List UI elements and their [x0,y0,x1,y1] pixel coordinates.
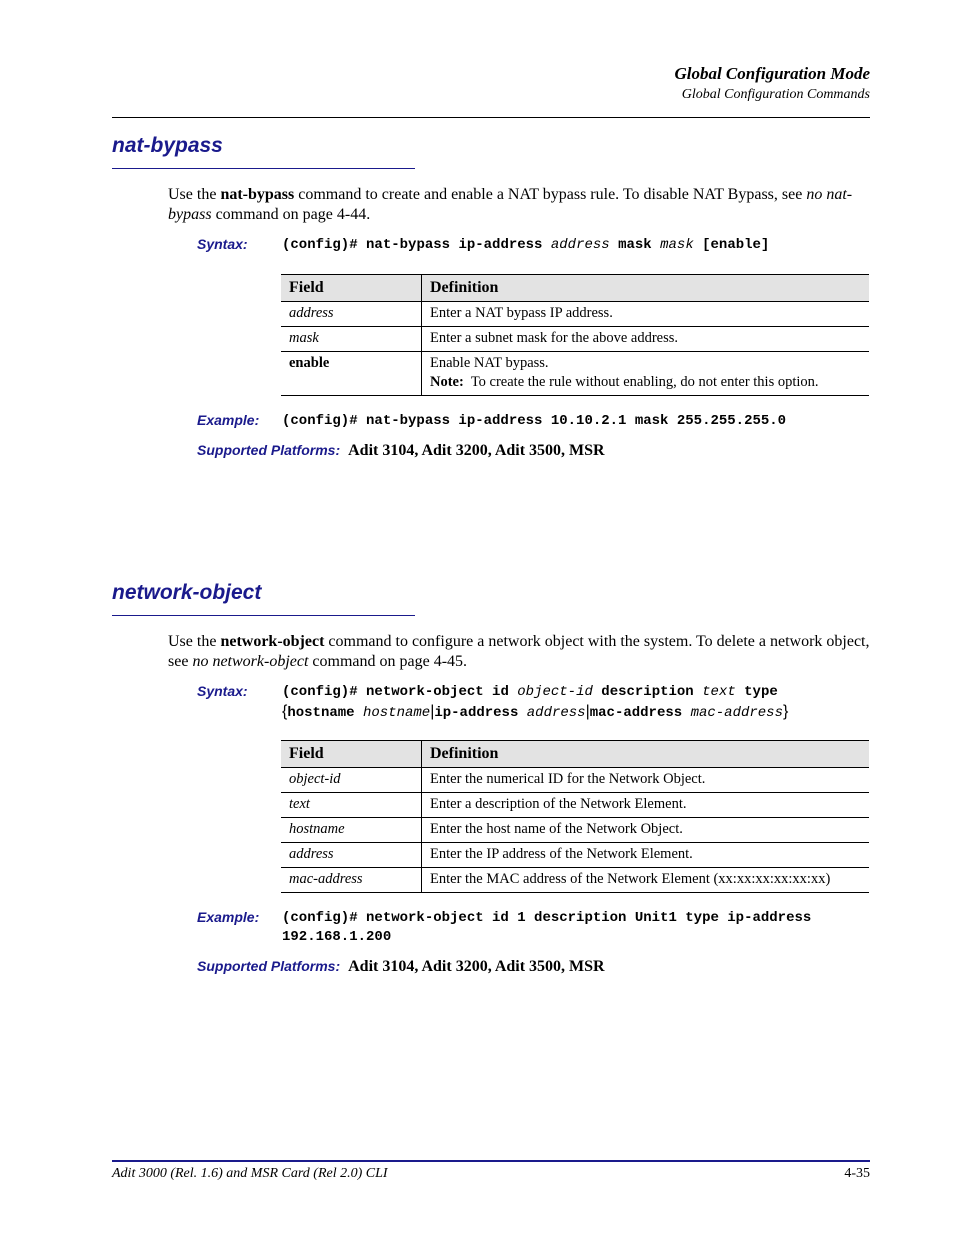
definition-cell: Enter the host name of the Network Object. [422,818,870,843]
desc-text: command on page 4-45. [308,653,468,670]
field-definition-table [281,740,869,893]
field-cell: mac-address [281,868,422,893]
field-cell: object-id [281,768,422,793]
table-row [281,302,869,327]
footer-page-number: 4-35 [844,1166,870,1181]
table-row [281,352,869,396]
section-title-network-object: network-object [112,581,262,604]
definition-note [430,373,861,392]
desc-text: command to create and enable a NAT bypass rule. To disable NAT Bypass, see [294,186,807,203]
example-line: (config)# network-object id 1 description Unit1 type ip-address [282,910,812,926]
table-row [281,843,869,868]
desc-text: Use the [168,186,221,203]
definition-cell [422,352,870,396]
syntax-keyword: mac-address [589,705,683,721]
section-underline [112,168,415,169]
section-description [168,632,870,672]
desc-text: command on page 4-44. [211,206,371,223]
syntax-keyword: ip-address [434,705,519,721]
field-cell: mask [281,327,422,352]
running-header-title: Global Configuration Mode [674,64,870,83]
syntax-argument: mask [660,237,694,253]
platforms-label: Supported Platforms: [197,442,341,458]
syntax-brace: { [282,703,288,720]
syntax-keyword: type [744,684,778,700]
field-definition-table [281,274,869,396]
syntax-argument: mac-address [690,705,783,721]
note-label: Note: [430,374,464,390]
table-row [281,868,869,893]
platforms-list: Adit 3104, Adit 3200, Adit 3500, MSR [348,442,605,459]
example-line: 192.168.1.200 [282,929,392,945]
running-header-subtitle: Global Configuration Commands [681,87,870,102]
definition-cell: Enter the IP address of the Network Element. [422,843,870,868]
desc-command: network-object [220,633,325,650]
platforms-list: Adit 3104, Adit 3200, Adit 3500, MSR [348,958,605,975]
footer-document-title: Adit 3000 (Rel. 1.6) and MSR Card (Rel 2.0) CLI [112,1166,388,1181]
column-header-definition: Definition [422,741,870,768]
syntax-line [282,683,870,723]
definition-cell: Enter the MAC address of the Network Element (xx:xx:xx:xx:xx:xx) [422,868,870,893]
desc-reference: no network-object [192,653,309,670]
table-row [281,818,869,843]
field-cell: text [281,793,422,818]
section-description [168,185,870,225]
syntax-line [282,236,769,255]
example-label: Example: [197,412,260,428]
syntax-pipe: | [585,703,590,720]
field-cell: hostname [281,818,422,843]
table-row [281,768,869,793]
table-header-row [281,741,869,768]
definition-cell: Enter a subnet mask for the above address. [422,327,870,352]
table-header-row [281,275,869,302]
syntax-argument: address [550,237,610,253]
syntax-argument: hostname [362,705,431,721]
syntax-prefix: (config)# [282,684,358,700]
syntax-label: Syntax: [197,683,248,699]
definition-cell: Enter the numerical ID for the Network Object. [422,768,870,793]
section-underline [112,615,415,616]
syntax-keyword: description [601,684,694,700]
syntax-keyword: hostname [287,705,355,721]
column-header-definition: Definition [422,275,870,302]
field-cell: enable [281,352,422,396]
syntax-prefix: (config)# [282,237,358,253]
syntax-brace: } [782,703,789,720]
syntax-argument: text [702,684,736,700]
syntax-keyword: mask [618,237,652,253]
syntax-argument: object-id [517,684,593,700]
example-command [282,909,811,947]
desc-command: nat-bypass [220,186,295,203]
syntax-option: [enable] [702,237,770,253]
column-header-field: Field [281,275,422,302]
definition-text: Enable NAT bypass. [430,355,549,371]
section-title-nat-bypass: nat-bypass [112,134,223,157]
example-command: (config)# nat-bypass ip-address 10.10.2.1 mask 255.255.255.0 [282,413,787,429]
field-cell: address [281,843,422,868]
column-header-field: Field [281,741,422,768]
syntax-label: Syntax: [197,236,248,252]
desc-text: command to configure a network object with the system. To delete a network object, see [168,633,870,670]
supported-platforms [197,958,605,976]
syntax-keyword: nat-bypass ip-address [366,237,543,253]
syntax-argument: address [526,705,586,721]
desc-reference: no nat-bypass [168,186,853,223]
supported-platforms [197,442,605,460]
example-label: Example: [197,909,260,925]
table-row [281,793,869,818]
footer-divider [112,1160,870,1162]
field-cell: address [281,302,422,327]
definition-cell: Enter a NAT bypass IP address. [422,302,870,327]
definition-cell: Enter a description of the Network Element. [422,793,870,818]
desc-text: Use the [168,633,221,650]
platforms-label: Supported Platforms: [197,958,341,974]
note-text: To create the rule without enabling, do not enter this option. [470,374,819,390]
header-divider [112,117,870,118]
table-row [281,327,869,352]
syntax-pipe: | [430,703,435,720]
syntax-keyword: network-object id [366,684,509,700]
